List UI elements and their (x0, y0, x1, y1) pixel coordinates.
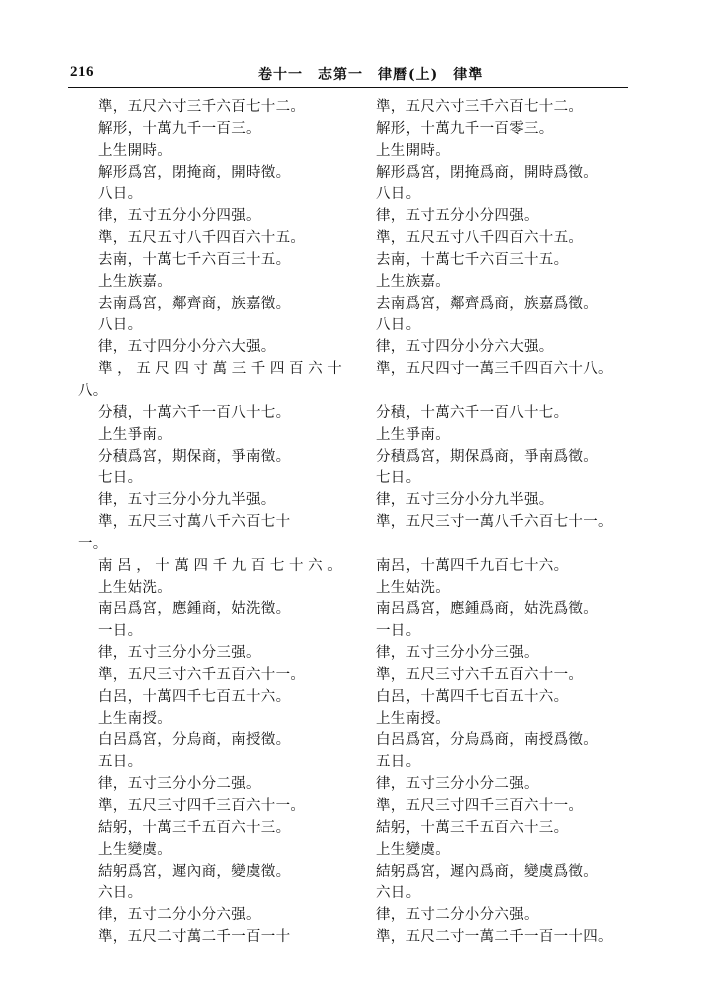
right-text-line: 一日。 (376, 623, 421, 640)
right-text-line: 分積，十萬六千一百八十七。 (376, 404, 569, 421)
left-text-line: 分積爲宮，期保商，爭南徵。 (98, 448, 291, 465)
right-text-line (356, 534, 616, 556)
left-column (78, 97, 347, 949)
right-text-line: 白呂爲宮，分烏爲商，南授爲徵。 (376, 732, 598, 749)
left-text-line: 結躬爲宮，遲內商，變虞徵。 (98, 863, 291, 880)
left-text-line: 八。 (78, 382, 108, 399)
right-text-line: 準，五尺三寸六千五百六十一。 (376, 666, 584, 683)
left-text-line: 準，五尺五寸八千四百六十五。 (98, 230, 306, 247)
left-text-line: 準，五尺三寸六千五百六十一。 (98, 666, 306, 683)
right-text-line: 律，五寸三分小分二强。 (376, 776, 539, 793)
left-text-line: 律，五寸三分小分九半强。 (98, 492, 276, 509)
right-text-line: 準，五尺三寸四千三百六十一。 (376, 798, 584, 814)
right-text-line: 去南，十萬七千六百三十五。 (376, 251, 569, 268)
left-text-line: 上生姑洗。 (98, 579, 172, 596)
right-text-line: 律，五寸五分小分四强。 (376, 208, 539, 225)
right-text-line: 解形，十萬九千一百零三。 (376, 120, 554, 137)
left-text-line: 七日。 (98, 470, 143, 487)
left-text-line: 五日。 (98, 754, 143, 771)
right-text-line: 上生南授。 (376, 710, 450, 727)
left-text-line: 律，五寸三分小分二强。 (98, 776, 261, 793)
right-column (356, 97, 616, 949)
right-text-line: 去南爲宮，鄰齊爲商，族嘉爲徵。 (376, 295, 598, 312)
running-header: 卷十一 志第一 律曆(上) 律準 (258, 67, 484, 83)
right-text-line: 八日。 (376, 186, 421, 203)
left-text-line: 去南，十萬七千六百三十五。 (98, 251, 291, 268)
left-text-line: 解形爲宮，閉掩商，開時徵。 (98, 164, 291, 181)
right-text-line: 律，五寸四分小分六大强。 (376, 339, 554, 356)
left-text-line: 上生南授。 (98, 710, 172, 727)
right-text-line: 上生爭南。 (376, 426, 450, 443)
left-text-line: 上生開時。 (98, 142, 172, 159)
left-text-line: 白呂爲宮，分烏商，南授徵。 (98, 732, 291, 749)
right-text-line: 南呂爲宮，應鍾爲商，姑洗爲徵。 (376, 601, 598, 618)
right-text-line: 八日。 (376, 317, 421, 334)
right-text-line: 七日。 (376, 470, 421, 487)
right-text-line: 律，五寸三分小分九半强。 (376, 492, 554, 509)
left-text-line: 六日。 (98, 885, 143, 902)
right-text-line: 分積爲宮，期保爲商，爭南爲徵。 (376, 448, 598, 465)
right-text-line: 解形爲宮，閉掩爲商，開時爲徵。 (376, 164, 598, 181)
header-rule (68, 87, 628, 88)
left-text-line: 結躬，十萬三千五百六十三。 (98, 819, 291, 836)
left-text-line: 白呂，十萬四千七百五十六。 (98, 688, 291, 705)
right-text-line: 律，五寸二分小分六强。 (376, 907, 539, 924)
right-text-line: 準，五尺四寸一萬三千四百六十八。 (376, 361, 613, 378)
right-text-line: 上生族嘉。 (376, 273, 450, 290)
right-text-line: 上生變虞。 (376, 841, 450, 858)
page-number: 216 (70, 64, 94, 80)
left-text-line: 一日。 (98, 623, 143, 640)
left-text-line: 分積，十萬六千一百八十七。 (98, 404, 291, 421)
left-text-line: 準，五尺三寸萬八千六百七十 (98, 514, 291, 531)
right-text-line: 白呂，十萬四千七百五十六。 (376, 688, 569, 705)
right-text-line: 上生開時。 (376, 142, 450, 159)
right-text-line: 結躬，十萬三千五百六十三。 (376, 819, 569, 836)
left-text-line: 準，五尺三寸四千三百六十一。 (98, 798, 306, 814)
right-text-line: 律，五寸三分小分三强。 (376, 645, 539, 662)
right-text-line: 準，五尺六寸三千六百七十二。 (376, 99, 584, 115)
left-text-line: 南呂，十萬四千九百七十六。 (98, 557, 347, 574)
left-text-line: 南呂爲宮，應鍾商，姑洗徵。 (98, 601, 291, 618)
left-text-line: 一。 (78, 535, 108, 552)
left-text-line: 上生族嘉。 (98, 273, 172, 290)
left-text-line: 準，五尺二寸萬二千一百一十 (98, 929, 291, 946)
right-text-line: 準，五尺三寸一萬八千六百七十一。 (376, 514, 613, 531)
left-text-line: 上生爭南。 (98, 426, 172, 443)
right-text-line (356, 381, 616, 403)
right-text-line: 準，五尺五寸八千四百六十五。 (376, 230, 584, 247)
left-text-line: 律，五寸三分小分三强。 (98, 645, 261, 662)
right-text-line: 六日。 (376, 885, 421, 902)
left-text-line: 八日。 (98, 317, 143, 334)
left-text-line: 準，五尺六寸三千六百七十二。 (98, 99, 306, 115)
right-text-line: 南呂，十萬四千九百七十六。 (376, 557, 569, 574)
right-text-line: 五日。 (376, 754, 421, 771)
left-text-line: 律，五寸四分小分六大强。 (98, 339, 276, 356)
right-text-line: 準，五尺二寸一萬二千一百一十四。 (376, 929, 613, 946)
right-text-line: 結躬爲宮，遲內爲商，變虞爲徵。 (376, 863, 598, 880)
left-text-line: 上生變虞。 (98, 841, 172, 858)
left-text-line: 解形，十萬九千一百三。 (98, 120, 261, 137)
left-text-line: 去南爲宮，鄰齊商，族嘉徵。 (98, 295, 291, 312)
left-text-line: 八日。 (98, 186, 143, 203)
left-text-line: 準，五尺四寸萬三千四百六十 (98, 361, 347, 378)
left-text-line: 律，五寸五分小分四强。 (98, 208, 261, 225)
right-text-line: 上生姑洗。 (376, 579, 450, 596)
left-text-line: 律，五寸二分小分六强。 (98, 907, 261, 924)
